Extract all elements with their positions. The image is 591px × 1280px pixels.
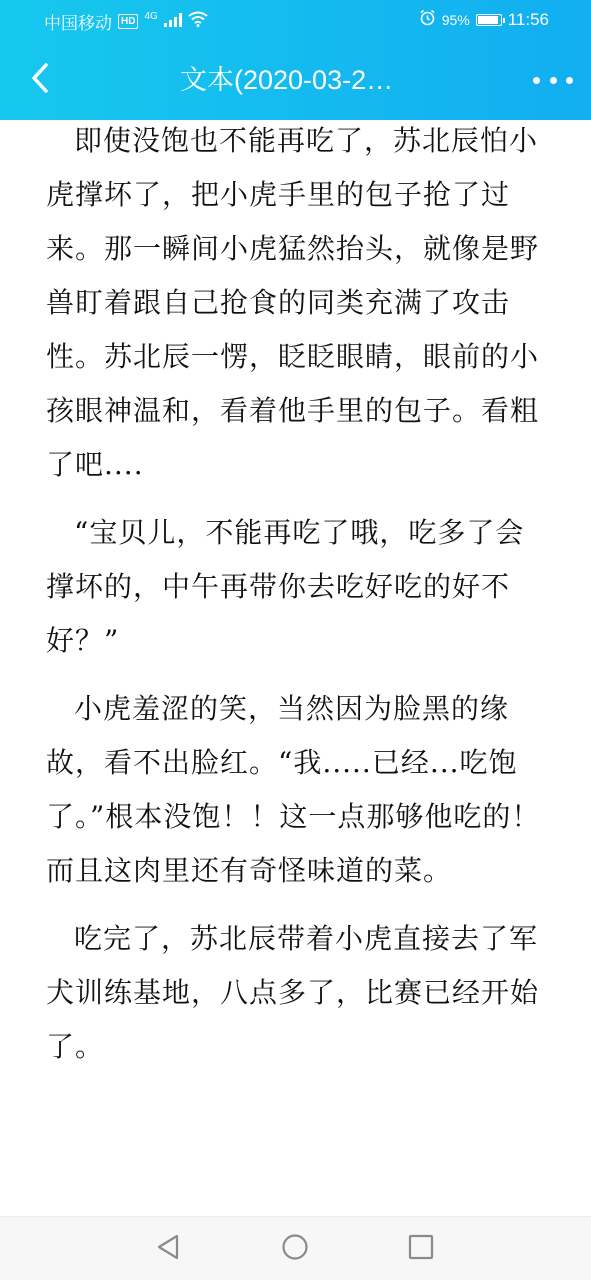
more-horizontal-icon (533, 77, 540, 84)
battery-fill (478, 16, 498, 24)
app-bar (0, 40, 591, 120)
back-button[interactable] (22, 62, 58, 98)
nav-back-button[interactable] (152, 1233, 184, 1265)
page-title: 文本(2020-03-2… (180, 65, 394, 95)
recent-square-icon (408, 1234, 434, 1264)
status-right (419, 9, 549, 31)
chevron-left-icon (30, 62, 50, 98)
nav-home-button[interactable] (279, 1233, 311, 1265)
status-left (44, 9, 208, 34)
paragraph: 吃完了，苏北辰带着小虎直接去了军犬训练基地，八点多了，比赛已经开始了。 (46, 922, 540, 1063)
carrier-label: 中国移动 (44, 14, 112, 33)
hd-badge: HD (118, 14, 138, 29)
text-body (46, 120, 551, 1088)
more-horizontal-icon (566, 77, 573, 84)
paragraph: 小虎羞涩的笑，当然因为脸黑的缘故，看不出脸红。“我.....已经...吃饱了。”根本没饱！！这一点那够他吃的！而且这肉里还有奇怪味道的菜。 (46, 692, 541, 887)
home-circle-icon (281, 1233, 309, 1265)
paragraph: “宝贝儿，不能再吃了哦，吃多了会撑坏的，中午再带你去吃好吃的好不好？” (46, 516, 525, 657)
network-label: 4G (144, 11, 158, 22)
reader-content[interactable] (0, 120, 591, 1216)
status-bar (0, 0, 591, 40)
more-horizontal-icon (550, 77, 557, 84)
system-nav-bar (0, 1216, 591, 1280)
wifi-icon (188, 11, 208, 32)
nav-recent-button[interactable] (405, 1233, 437, 1265)
battery-percent: 95% (441, 12, 470, 28)
more-options-button[interactable] (533, 68, 573, 92)
signal-icon (164, 12, 182, 32)
battery-icon (476, 14, 502, 26)
alarm-icon (419, 9, 436, 31)
paragraph: 即使没饱也不能再吃了，苏北辰怕小虎撑坏了，把小虎手里的包子抢了过来。那一瞬间小虎猛然抬头，就像是野兽盯着跟自己抢食的同类充满了攻击性。苏北辰一愣，眨眨眼睛，眼前的小孩眼神温和，看着他手里的包子。看粗了吧.... (46, 124, 540, 481)
back-triangle-icon (155, 1233, 181, 1265)
clock: 11:56 (507, 10, 549, 29)
